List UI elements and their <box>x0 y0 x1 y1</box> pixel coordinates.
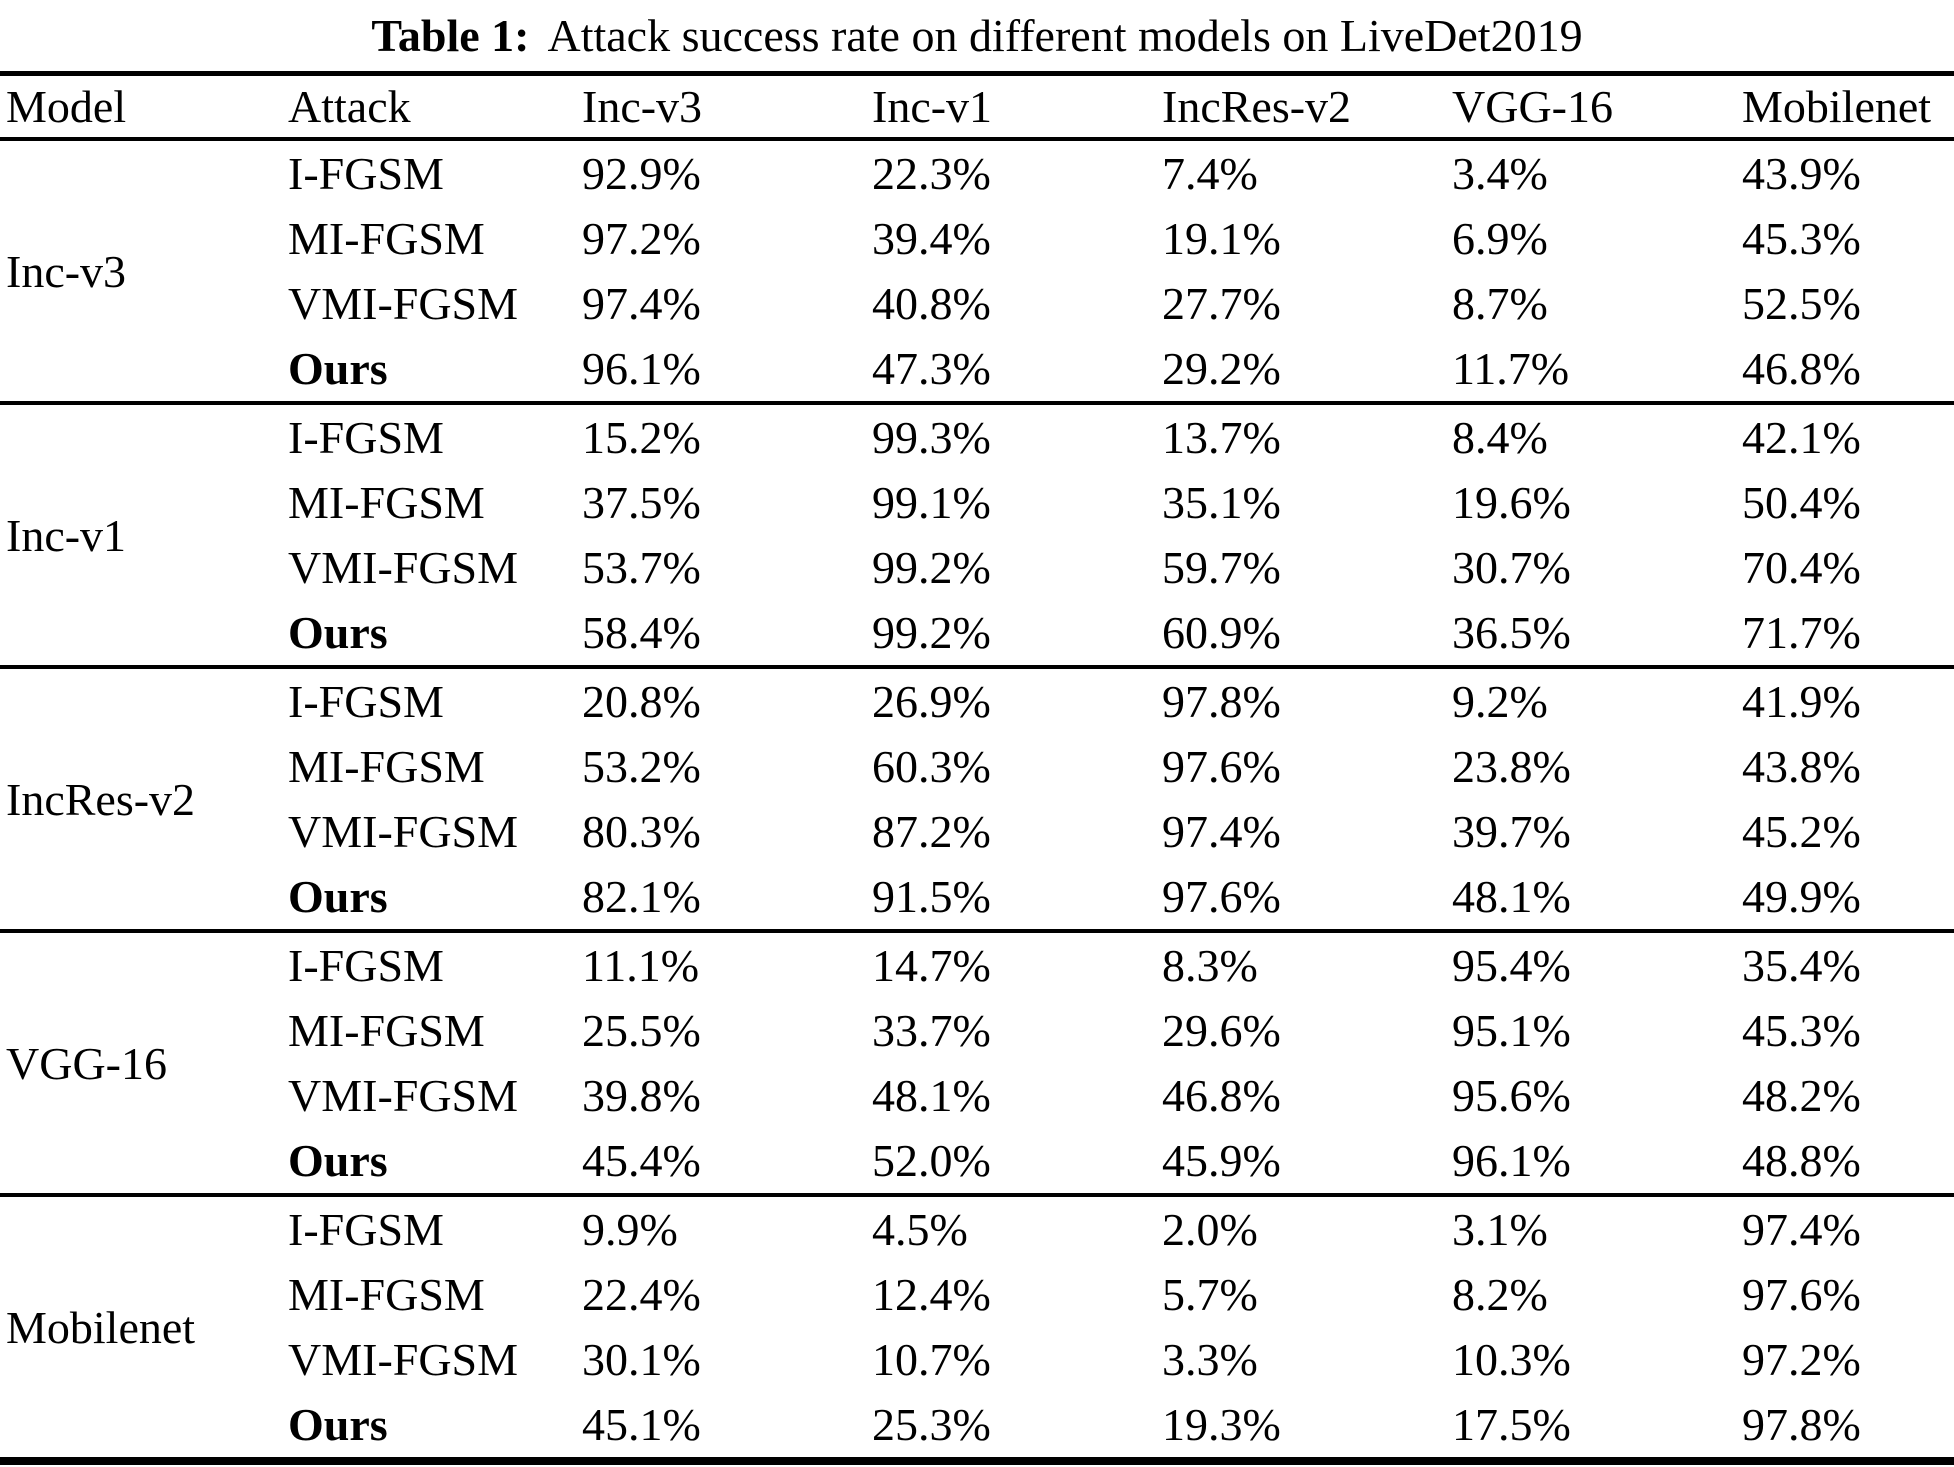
table-caption-label: Table 1: <box>371 10 530 61</box>
value-cell: 99.2% <box>872 607 991 658</box>
attack-cell: I-FGSM <box>288 412 444 463</box>
table-row <box>0 139 1954 206</box>
table-row <box>0 271 1954 336</box>
value-cell: 48.2% <box>1742 1070 1861 1121</box>
table-row <box>0 535 1954 600</box>
table-row <box>0 336 1954 403</box>
value-cell: 22.3% <box>872 148 991 199</box>
attack-cell: Ours <box>288 343 388 394</box>
value-cell: 50.4% <box>1742 477 1861 528</box>
value-cell: 80.3% <box>582 806 701 857</box>
attack-cell: I-FGSM <box>288 148 444 199</box>
value-cell: 97.6% <box>1162 871 1281 922</box>
table-row <box>0 998 1954 1063</box>
value-cell: 45.2% <box>1742 806 1861 857</box>
attack-cell: MI-FGSM <box>288 1269 485 1320</box>
table-row <box>0 1195 1954 1262</box>
value-cell: 33.7% <box>872 1005 991 1056</box>
value-cell: 20.8% <box>582 676 701 727</box>
value-cell: 49.9% <box>1742 871 1861 922</box>
value-cell: 97.8% <box>1162 676 1281 727</box>
value-cell: 3.3% <box>1162 1334 1258 1385</box>
value-cell: 11.7% <box>1452 343 1570 394</box>
value-cell: 99.3% <box>872 412 991 463</box>
value-cell: 39.4% <box>872 213 991 264</box>
value-cell: 45.4% <box>582 1135 701 1186</box>
value-cell: 30.7% <box>1452 542 1571 593</box>
value-cell: 3.4% <box>1452 148 1548 199</box>
value-cell: 46.8% <box>1162 1070 1281 1121</box>
table-row <box>0 931 1954 998</box>
table-row <box>0 799 1954 864</box>
value-cell: 19.1% <box>1162 213 1281 264</box>
header-row <box>0 74 1954 140</box>
value-cell: 29.2% <box>1162 343 1281 394</box>
value-cell: 8.2% <box>1452 1269 1548 1320</box>
table-row <box>0 1262 1954 1327</box>
model-block-mobilenet <box>0 1195 1954 1461</box>
attack-cell: VMI-FGSM <box>288 1334 519 1385</box>
model-block-vgg-16 <box>0 931 1954 1195</box>
attack-cell: MI-FGSM <box>288 1005 485 1056</box>
value-cell: 30.1% <box>582 1334 701 1385</box>
value-cell: 3.1% <box>1452 1204 1548 1255</box>
value-cell: 99.1% <box>872 477 991 528</box>
attack-cell: VMI-FGSM <box>288 542 519 593</box>
attack-cell: VMI-FGSM <box>288 806 519 857</box>
value-cell: 82.1% <box>582 871 701 922</box>
value-cell: 39.8% <box>582 1070 701 1121</box>
attack-cell: Ours <box>288 871 388 922</box>
value-cell: 22.4% <box>582 1269 701 1320</box>
value-cell: 97.2% <box>1742 1334 1861 1385</box>
attack-cell: MI-FGSM <box>288 477 485 528</box>
value-cell: 97.2% <box>582 213 701 264</box>
value-cell: 97.4% <box>1742 1204 1861 1255</box>
table-row <box>0 206 1954 271</box>
value-cell: 70.4% <box>1742 542 1861 593</box>
value-cell: 87.2% <box>872 806 991 857</box>
table-row <box>0 667 1954 734</box>
value-cell: 47.3% <box>872 343 991 394</box>
value-cell: 97.4% <box>1162 806 1281 857</box>
value-cell: 43.8% <box>1742 741 1861 792</box>
value-cell: 60.3% <box>872 741 991 792</box>
table-row <box>0 1063 1954 1128</box>
col-header-incres-v2: IncRes-v2 <box>1162 81 1352 132</box>
value-cell: 8.7% <box>1452 278 1548 329</box>
value-cell: 14.7% <box>872 940 991 991</box>
value-cell: 35.1% <box>1162 477 1281 528</box>
attack-cell: I-FGSM <box>288 1204 444 1255</box>
value-cell: 41.9% <box>1742 676 1861 727</box>
table-row <box>0 600 1954 667</box>
value-cell: 10.7% <box>872 1334 991 1385</box>
model-block-incres-v2 <box>0 667 1954 931</box>
value-cell: 43.9% <box>1742 148 1861 199</box>
model-cell: VGG-16 <box>6 1037 167 1089</box>
value-cell: 53.2% <box>582 741 701 792</box>
value-cell: 45.3% <box>1742 1005 1861 1056</box>
col-header-inc-v3: Inc-v3 <box>582 81 703 132</box>
col-header-model: Model <box>6 81 127 132</box>
value-cell: 15.2% <box>582 412 701 463</box>
model-cell: Inc-v3 <box>6 245 127 297</box>
value-cell: 2.0% <box>1162 1204 1258 1255</box>
value-cell: 9.2% <box>1452 676 1548 727</box>
table-row <box>0 864 1954 931</box>
value-cell: 35.4% <box>1742 940 1861 991</box>
col-header-inc-v1: Inc-v1 <box>872 81 993 132</box>
value-cell: 52.5% <box>1742 278 1861 329</box>
value-cell: 25.5% <box>582 1005 701 1056</box>
attack-cell: Ours <box>288 1135 388 1186</box>
value-cell: 29.6% <box>1162 1005 1281 1056</box>
value-cell: 25.3% <box>872 1399 991 1450</box>
model-cell: Mobilenet <box>6 1301 196 1353</box>
col-header-mobilenet: Mobilenet <box>1742 81 1932 132</box>
value-cell: 95.6% <box>1452 1070 1571 1121</box>
value-cell: 4.5% <box>872 1204 968 1255</box>
value-cell: 97.4% <box>582 278 701 329</box>
model-cell: Inc-v1 <box>6 509 127 561</box>
value-cell: 10.3% <box>1452 1334 1571 1385</box>
value-cell: 95.4% <box>1452 940 1571 991</box>
value-cell: 58.4% <box>582 607 701 658</box>
value-cell: 60.9% <box>1162 607 1281 658</box>
value-cell: 5.7% <box>1162 1269 1258 1320</box>
value-cell: 27.7% <box>1162 278 1281 329</box>
results-table <box>0 71 1954 1465</box>
value-cell: 19.6% <box>1452 477 1571 528</box>
value-cell: 52.0% <box>872 1135 991 1186</box>
table-caption <box>0 0 1954 71</box>
value-cell: 42.1% <box>1742 412 1861 463</box>
value-cell: 97.6% <box>1162 741 1281 792</box>
value-cell: 59.7% <box>1162 542 1281 593</box>
value-cell: 91.5% <box>872 871 991 922</box>
value-cell: 39.7% <box>1452 806 1571 857</box>
table-row <box>0 1327 1954 1392</box>
table-caption-text: Attack success rate on different models on LiveDet2019 <box>547 10 1583 61</box>
table-row <box>0 734 1954 799</box>
value-cell: 6.9% <box>1452 213 1548 264</box>
table-header <box>0 74 1954 140</box>
col-header-attack: Attack <box>288 81 411 132</box>
value-cell: 46.8% <box>1742 343 1861 394</box>
value-cell: 99.2% <box>872 542 991 593</box>
value-cell: 45.3% <box>1742 213 1861 264</box>
value-cell: 8.4% <box>1452 412 1548 463</box>
table-row <box>0 1128 1954 1195</box>
value-cell: 48.8% <box>1742 1135 1861 1186</box>
value-cell: 71.7% <box>1742 607 1861 658</box>
value-cell: 48.1% <box>872 1070 991 1121</box>
value-cell: 11.1% <box>582 940 700 991</box>
attack-cell: VMI-FGSM <box>288 1070 519 1121</box>
model-block-inc-v3 <box>0 139 1954 403</box>
value-cell: 96.1% <box>1452 1135 1571 1186</box>
attack-cell: VMI-FGSM <box>288 278 519 329</box>
value-cell: 45.1% <box>582 1399 701 1450</box>
value-cell: 92.9% <box>582 148 701 199</box>
attack-cell: MI-FGSM <box>288 213 485 264</box>
attack-cell: I-FGSM <box>288 676 444 727</box>
value-cell: 8.3% <box>1162 940 1258 991</box>
value-cell: 48.1% <box>1452 871 1571 922</box>
value-cell: 97.6% <box>1742 1269 1861 1320</box>
model-block-inc-v1 <box>0 403 1954 667</box>
value-cell: 53.7% <box>582 542 701 593</box>
table-row <box>0 1392 1954 1461</box>
value-cell: 9.9% <box>582 1204 678 1255</box>
value-cell: 97.8% <box>1742 1399 1861 1450</box>
table-row <box>0 470 1954 535</box>
attack-cell: Ours <box>288 1399 388 1450</box>
attack-cell: Ours <box>288 607 388 658</box>
value-cell: 23.8% <box>1452 741 1571 792</box>
table-row <box>0 403 1954 470</box>
value-cell: 95.1% <box>1452 1005 1571 1056</box>
value-cell: 12.4% <box>872 1269 991 1320</box>
value-cell: 13.7% <box>1162 412 1281 463</box>
value-cell: 7.4% <box>1162 148 1258 199</box>
value-cell: 37.5% <box>582 477 701 528</box>
value-cell: 36.5% <box>1452 607 1571 658</box>
col-header-vgg-16: VGG-16 <box>1452 81 1613 132</box>
value-cell: 26.9% <box>872 676 991 727</box>
model-cell: IncRes-v2 <box>6 773 196 825</box>
value-cell: 45.9% <box>1162 1135 1281 1186</box>
attack-cell: MI-FGSM <box>288 741 485 792</box>
attack-cell: I-FGSM <box>288 940 444 991</box>
value-cell: 96.1% <box>582 343 701 394</box>
value-cell: 40.8% <box>872 278 991 329</box>
value-cell: 17.5% <box>1452 1399 1571 1450</box>
value-cell: 19.3% <box>1162 1399 1281 1450</box>
